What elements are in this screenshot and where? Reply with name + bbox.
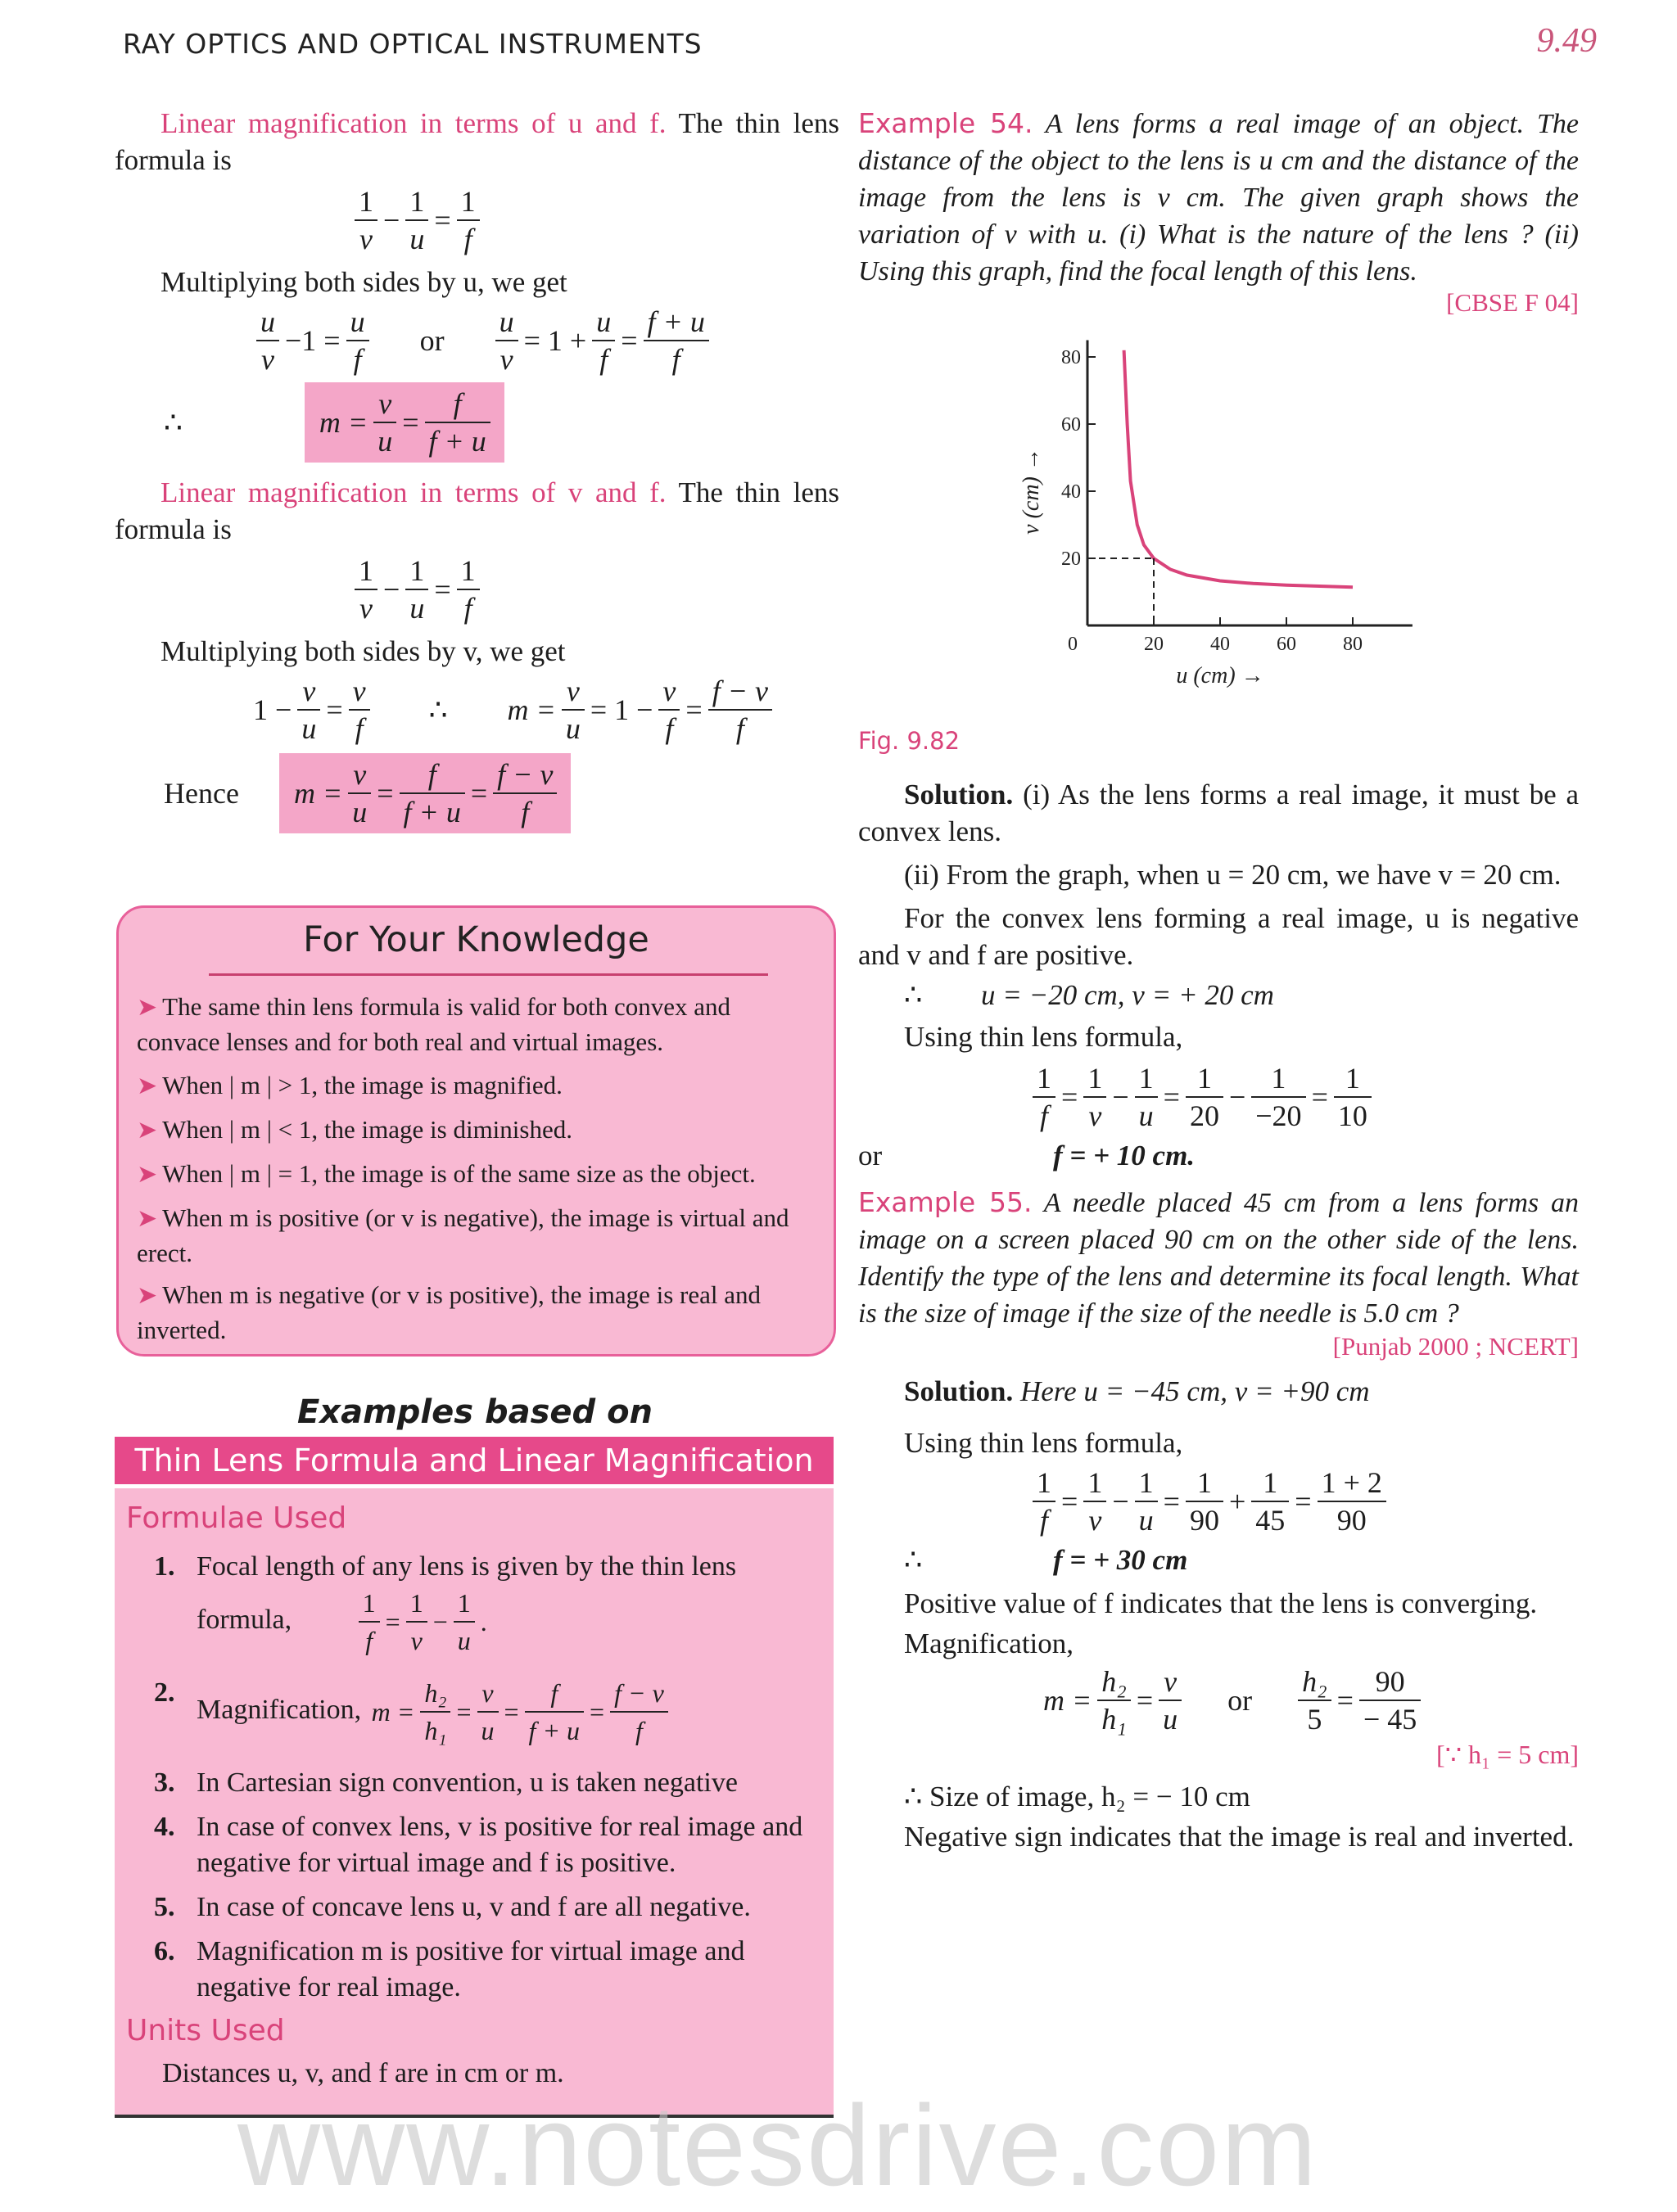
formula-item: 2. Magnification, m = $\frac{\text{h₂}}{\text{h₁}}$ = $\frac{v}{u}$ = $\frac{f}{f + u}$ = $\frac{f - v}{f}$ (154, 1675, 809, 1749)
lens-formula: $\frac{1}{v}$ − $\frac{1}{u}$ = $\frac{1}{f}$ (352, 553, 839, 626)
x-axis-label: u (cm) → (1176, 663, 1264, 688)
knowledge-item: ➤ When | m | = 1, the image is of the same size as the object. (137, 1159, 756, 1189)
example-label: Example 55. (858, 1186, 1033, 1218)
figure-caption: Fig. 9.82 (858, 727, 961, 755)
reference: [Punjab 2000 ; NCERT] (1332, 1332, 1579, 1361)
knowledge-item: ➤ When | m | > 1, the image is magnified. (137, 1071, 563, 1100)
formula-item: 4. In case of convex lens, v is positive for real image and negative for virtual image and f is positive. (154, 1812, 803, 1878)
section-heading: Linear magnification in terms of v and f. (160, 476, 667, 508)
arrow-icon: ➤ (137, 1160, 158, 1189)
using-formula-text: Using thin lens formula, (904, 1427, 1183, 1459)
y-axis-label: v (cm) → (1019, 448, 1044, 535)
y-tick-label: 20 (1061, 548, 1081, 570)
knowledge-box (116, 905, 836, 1357)
solution-text: Here u = −45 cm, v = +90 cm (1020, 1375, 1370, 1407)
x-tick-label: 0 (1068, 634, 1078, 655)
equation-magnification: m = $\frac{\text{h₂}}{\text{h₁}}$ = $\frac{v}{u}$ or $\frac{\text{h₂}}{5}$ = $\frac{90}{- 45}$ (1040, 1664, 1579, 1737)
x-tick-label: 60 (1277, 634, 1296, 655)
multiply-u-text: Multiplying both sides by u, we get (160, 266, 567, 298)
section-magnification-u-f (115, 105, 839, 178)
arrow-icon: ➤ (137, 1116, 158, 1144)
knowledge-title: For Your Knowledge (303, 919, 649, 960)
lens-formula: $\frac{1}{v}$ − $\frac{1}{u}$ = $\frac{1}{f}$ (352, 183, 839, 257)
solution-54-part2: (ii) From the graph, when u = 20 cm, we have v = 20 cm. (904, 859, 1562, 891)
highlight-box: m = $\frac{v}{u}$ = $\frac{f}{f + u}$ (305, 382, 504, 463)
reference: [CBSE F 04] (1446, 288, 1579, 317)
result-text: f = + 30 cm (1053, 1544, 1188, 1576)
example-text: A lens forms a real image of an object. The distance of the object to the lens is u cm and the distance of the image from the lens is v cm. The given graph shows the variation of v with u. (i) What is the nature of the lens ? (ii) Using this graph, find the focal length of this lens. (858, 109, 1579, 287)
units-heading: Units Used (126, 2014, 285, 2047)
multiply-v-text: Multiplying both sides by v, we get (160, 635, 566, 667)
given-note: [∵ h₁ = 5 cm] (1436, 1740, 1579, 1769)
units-text: Distances u, v, and f are in cm or m. (162, 2058, 564, 2088)
example-text: A needle placed 45 cm from a lens forms an image on a screen placed 90 cm on the other side of the lens. Identify the type of the lens and determine its focal length. What is the size of image if the size of the needle is 5.0 cm ? (858, 1188, 1579, 1329)
arrow-icon: ➤ (137, 1204, 158, 1233)
formula-item: 1. Focal length of any lens is given by the thin lens formula, $\frac{1}{f}$ = $\frac{1}{v}$ − $\frac{1}{u}$ . (154, 1551, 737, 1655)
formula-item: 6. Magnification m is positive for virtual image and negative for real image. (154, 1936, 745, 2002)
equation-multiply-u: $\frac{u}{v}$ −1 = $\frac{u}{f}$ or $\frac{u}{v}$ = 1 + $\frac{u}{f}$ = $\frac{f + u}{f}$ (254, 304, 839, 377)
magnification-text: Magnification, (904, 1627, 1074, 1659)
examples-heading: Examples based on (296, 1393, 653, 1431)
v-u-graph (858, 324, 1579, 717)
left-column (115, 105, 839, 833)
y-tick-label: 60 (1061, 414, 1081, 436)
knowledge-item: ➤ The same thin lens formula is valid for both convex and convace lenses and for both real and virtual images. (137, 992, 731, 1056)
y-tick-label: 40 (1061, 481, 1081, 503)
or-text: or (419, 324, 445, 357)
section-text: The thin lens formula is (115, 476, 839, 545)
equation-hence (160, 753, 839, 833)
solution-text: (i) As the lens forms a real image, it must be a convex lens. (858, 779, 1580, 847)
right-column (858, 105, 1579, 1855)
positive-text: Positive value of f indicates that the lens is converging. (904, 1587, 1538, 1619)
section-text: The thin lens formula is (115, 107, 839, 176)
using-formula-text: Using thin lens formula, (904, 1021, 1183, 1053)
examples-bar: Thin Lens Formula and Linear Magnification (115, 1437, 834, 1484)
result-line: or f = + 10 cm. (858, 1140, 1196, 1171)
y-tick-label: 80 (1061, 347, 1081, 368)
therefore-symbol: ∴ (164, 406, 183, 439)
arrow-icon: ➤ (137, 1281, 158, 1310)
example-54-statement (858, 105, 1579, 290)
solution-54-part3: For the convex lens forming a real image, u is negative and v and f are positive. (858, 902, 1579, 971)
solution-label: Solution. (904, 779, 1014, 810)
title-rule (209, 973, 768, 976)
size-of-image: ∴ Size of image, h₂ = − 10 cm (904, 1781, 1250, 1812)
values-text: u = −20 cm, v = + 20 cm (981, 979, 1274, 1011)
knowledge-item: ➤ When m is positive (or v is negative), the image is virtual and erect. (137, 1203, 789, 1267)
solution-55 (858, 1373, 1579, 1410)
page-number: 9.49 (1536, 22, 1597, 60)
result-line: ∴ f = + 30 cm (904, 1544, 1188, 1576)
values-line: ∴ u = −20 cm, v = + 20 cm (904, 979, 1274, 1011)
watermark: www.notesdrive.com (237, 2081, 1318, 2210)
section-magnification-v-f (115, 474, 839, 548)
chart-group (1019, 341, 1413, 689)
hence-text: Hence (164, 777, 239, 810)
x-tick-label: 20 (1144, 634, 1164, 655)
section-heading: Linear magnification in terms of u and f. (160, 107, 667, 139)
x-tick-label: 40 (1210, 634, 1230, 655)
highlight-box: m = $\frac{v}{u}$ = $\frac{f}{f + u}$ = $\frac{f - v}{f}$ (279, 753, 572, 833)
solution-label: Solution. (904, 1375, 1014, 1407)
arrow-icon: ➤ (137, 1072, 158, 1100)
knowledge-item: ➤ When m is negative (or v is positive), the image is real and inverted. (137, 1280, 762, 1344)
negative-text: Negative sign indicates that the image is real and inverted. (904, 1821, 1575, 1853)
equation-54: $\frac{1}{f}$ = $\frac{1}{v}$ − $\frac{1}{u}$ = $\frac{1}{20}$ − $\frac{1}{-20}$ = $\frac{1}{10}$ (1030, 1060, 1579, 1134)
knowledge-item: ➤ When | m | < 1, the image is diminished. (137, 1115, 572, 1144)
formula-item: 3. In Cartesian sign convention, u is taken negative (154, 1767, 738, 1798)
formulae-heading: Formulae Used (126, 1501, 347, 1535)
result-text: f = + 10 cm. (1053, 1140, 1196, 1171)
example-55-statement (858, 1184, 1579, 1332)
equation-55: $\frac{1}{f}$ = $\frac{1}{v}$ − $\frac{1}{u}$ = $\frac{1}{90}$ + $\frac{1}{45}$ = $\frac{1 + 2}{90}$ (1030, 1465, 1579, 1538)
running-header: RAY OPTICS AND OPTICAL INSTRUMENTS (123, 28, 703, 60)
equation-multiply-v: 1 − $\frac{v}{u}$ = $\frac{v}{f}$ ∴ m = $\frac{v}{u}$ = 1 − $\frac{v}{f}$ = $\frac{f - v}{f}$ (250, 673, 839, 747)
formula-item: 5. In case of concave lens u, v and f are all negative. (154, 1892, 751, 1922)
arrow-icon: ➤ (137, 993, 158, 1022)
data-curve (1124, 350, 1353, 588)
equation-m-u (160, 382, 839, 463)
example-label: Example 54. (858, 107, 1033, 139)
x-tick-label: 80 (1343, 634, 1363, 655)
solution-54-part1 (858, 776, 1579, 850)
formulae-box (115, 1488, 834, 2115)
